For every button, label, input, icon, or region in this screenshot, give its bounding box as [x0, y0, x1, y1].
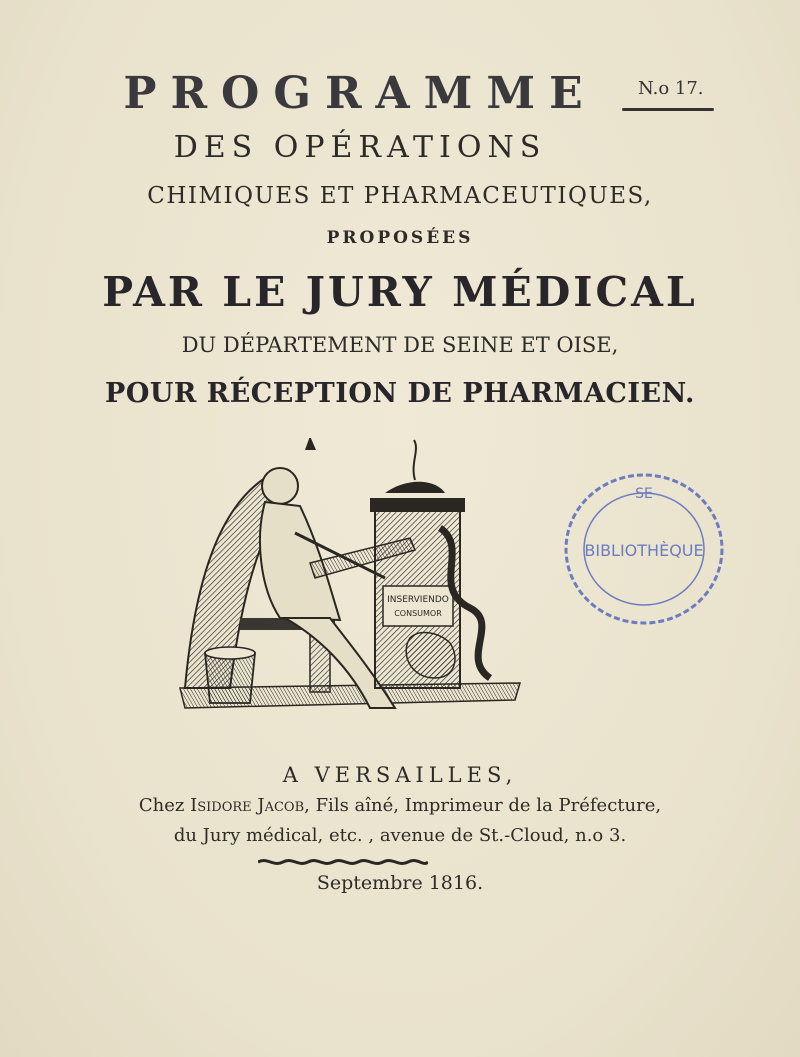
- imprint-address: du Jury médical, etc. , avenue de St.-Cloud, n.o 3.: [173, 825, 627, 846]
- imprint-place: A VERSAILLES,: [282, 763, 518, 787]
- decorative-rule: [258, 857, 428, 867]
- number-underline: [622, 108, 714, 111]
- imprint-date: Septembre 1816.: [316, 872, 484, 894]
- title-chimiques: CHIMIQUES ET PHARMACEUTIQUES,: [147, 183, 653, 209]
- imprint-printer-prefix: Chez: [138, 795, 191, 816]
- stamp-top-text: SE: [635, 486, 653, 502]
- library-stamp: [560, 468, 728, 630]
- imprint-printer: [0, 795, 800, 816]
- imprint-printer-name: Isidore Jacob: [190, 795, 305, 816]
- title-operations: DES OPÉRATIONS: [173, 130, 547, 165]
- title-reception: POUR RÉCEPTION DE PHARMACIEN.: [105, 378, 695, 409]
- title-departement: DU DÉPARTEMENT DE SEINE ET OISE,: [181, 333, 619, 357]
- title-jury-medical: PAR LE JURY MÉDICAL: [102, 268, 698, 316]
- vignette-motto-2: CONSUMOR: [394, 609, 442, 618]
- stamp-center-text: BIBLIOTHÈQUE: [584, 541, 704, 560]
- imprint-printer-suffix: , Fils aîné, Imprimeur de la Préfecture,: [304, 795, 662, 816]
- title-programme: PROGRAMME: [123, 68, 597, 119]
- hermes-vignette-illustration: [170, 438, 530, 723]
- vignette-motto-1: INSERVIENDO: [387, 595, 449, 605]
- document-number: N.o 17.: [638, 78, 704, 99]
- title-proposees: PROPOSÉES: [326, 228, 474, 248]
